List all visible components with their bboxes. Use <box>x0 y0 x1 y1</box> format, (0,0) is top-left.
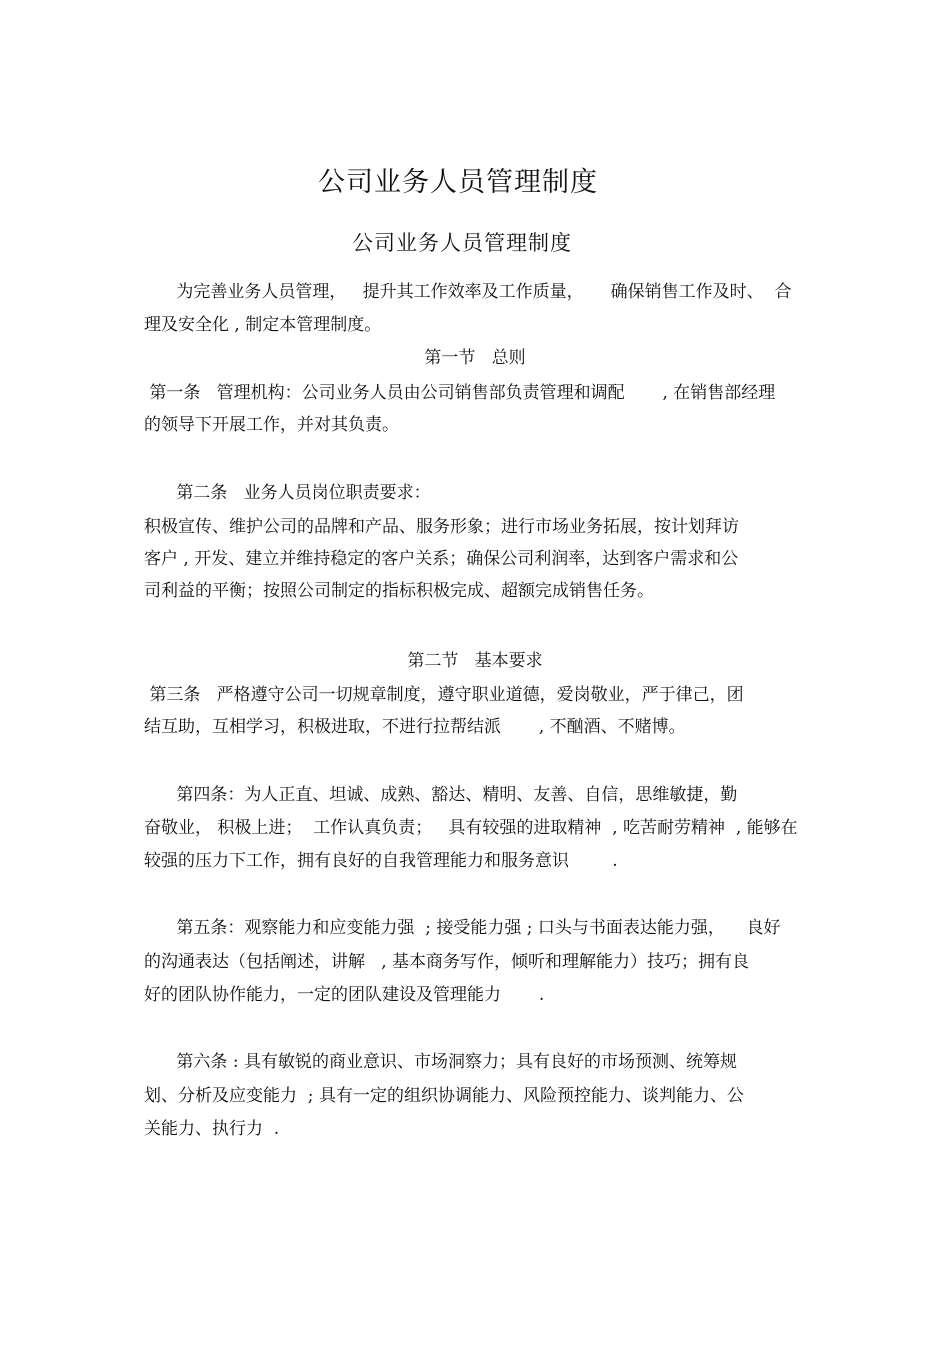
section-2-heading: 第二节 基本要求 <box>407 651 543 671</box>
article-2-heading: 第二条 业务人员岗位职责要求： <box>144 483 431 503</box>
article-5-line-2: 的沟通表达（包括阐述，讲解 , 基本商务写作，倾听和理解能力）技巧；拥有良 <box>144 952 750 972</box>
article-3-line-1: 第三条 严格遵守公司一切规章制度，遵守职业道德，爱岗敬业，严于律己，团 <box>144 685 744 705</box>
article-6-line-3: 关能力、执行力 . <box>144 1119 280 1139</box>
article-4-line-1: 第四条：为人正直、坦诚、成熟、豁达、精明、友善、自信，思维敏捷，勤 <box>144 785 738 805</box>
intro-line-2: 理及安全化 , 制定本管理制度。 <box>144 315 382 335</box>
article-6-line-1: 第六条 : 具有敏锐的商业意识、市场洞察力；具有良好的市场预测、统筹规 <box>144 1052 737 1072</box>
article-4-line-3: 较强的压力下工作，拥有良好的自我管理能力和服务意识 . <box>144 851 618 871</box>
article-2-line-2: 客户 , 开发、建立并维持稳定的客户关系；确保公司利润率，达到客户需求和公 <box>144 549 739 569</box>
intro-line-1: 为完善业务人员管理， 提升其工作效率及工作质量， 确保销售工作及时、 合 <box>144 282 792 302</box>
article-5-line-3: 好的团队协作能力，一定的团队建设及管理能力 . <box>144 985 545 1005</box>
article-2-line-3: 司利益的平衡；按照公司制定的指标积极完成、超额完成销售任务。 <box>144 581 654 601</box>
article-6-line-2: 划、分析及应变能力 ; 具有一定的组织协调能力、风险预控能力、谈判能力、公 <box>144 1086 744 1106</box>
article-5-line-1: 第五条：观察能力和应变能力强 ; 接受能力强 ; 口头与书面表达能力强， 良好 <box>144 918 781 938</box>
document-subtitle: 公司业务人员管理制度 <box>352 231 572 255</box>
section-1-heading: 第一节 总则 <box>424 348 526 368</box>
article-2-line-1: 积极宣传、维护公司的品牌和产品、服务形象；进行市场业务拓展，按计划拜访 <box>144 517 739 537</box>
article-1-line-2: 的领导下开展工作，并对其负责。 <box>144 415 399 435</box>
article-1-line-1: 第一条 管理机构：公司业务人员由公司销售部负责管理和调配 , 在销售部经理 <box>144 383 776 403</box>
article-3-line-2: 结互助，互相学习，积极进取，不进行拉帮结派 , 不酗酒、不赌博。 <box>144 717 686 737</box>
article-4-line-2: 奋敬业， 积极上进； 工作认真负责； 具有较强的进取精神 , 吃苦耐劳精神 , 能够在 <box>144 818 798 838</box>
document-title: 公司业务人员管理制度 <box>318 167 598 198</box>
